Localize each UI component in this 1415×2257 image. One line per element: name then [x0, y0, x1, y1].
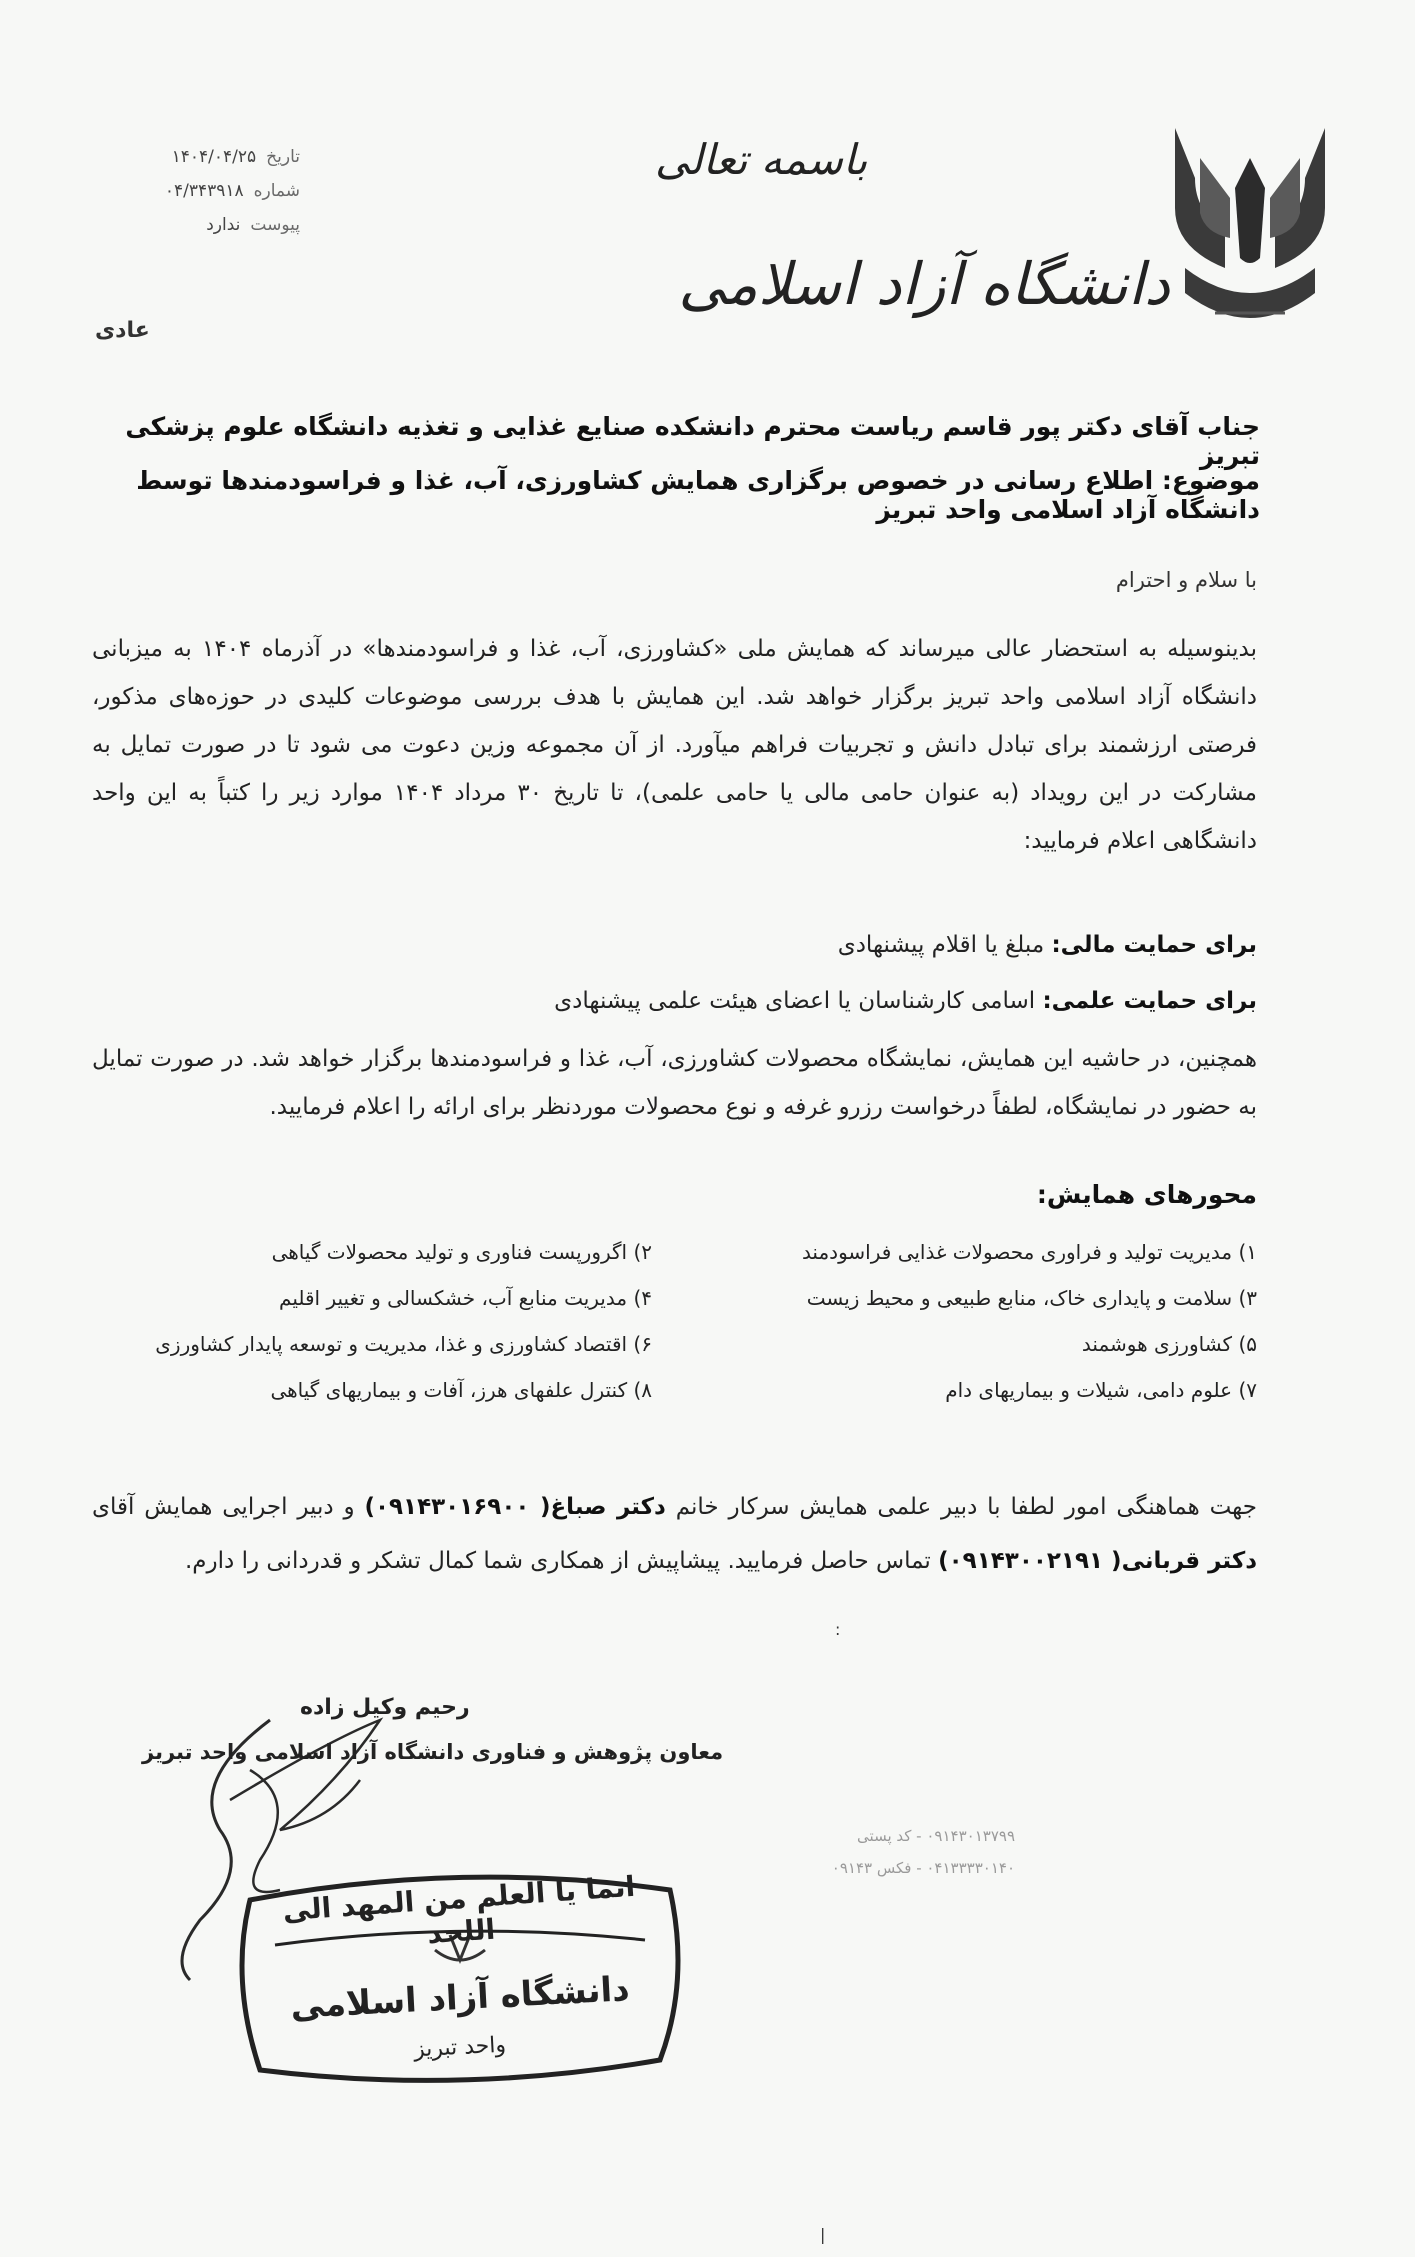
list-item: ۵) کشاورزی هوشمند — [1081, 1332, 1257, 1356]
list-item: ۴) مدیریت منابع آب، خشکسالی و تغییر اقلیم — [279, 1286, 652, 1310]
priority-label: عادی — [95, 318, 150, 343]
list-item: ۲) اگرورپست فناوری و تولید محصولات گیاهی — [271, 1240, 652, 1264]
date-label: تاریخ — [266, 147, 300, 167]
addressee-line: جناب آقای دکتر پور قاسم ریاست محترم دانشکده صنایع غذایی و تغذیه دانشگاه علوم پزشکی تبریز — [125, 412, 1260, 470]
university-name: دانشگاه آزاد اسلامی — [678, 250, 1170, 318]
greeting: با سلام و احترام — [1115, 568, 1257, 592]
closing-part3: تماس حاصل فرمایید. پیشاپیش از همکاری شما کمال تشکر و قدردانی را دارم. — [184, 1548, 931, 1574]
list-item: ۳) سلامت و پایداری خاک، منابع طبیعی و محیط زیست — [806, 1286, 1257, 1310]
body-paragraph: بدینوسیله به استحضار عالی میرساند که همایش ملی «کشاورزی، آب، غذا و فراسودمندها» در آذرماه ۱۴۰۴ به میزبانی دانشگاه آزاد اسلامی واحد تبریز برگزار خواهد شد. این همایش با هدف بررسی موضوعات کلیدی در حوزه‌های مذکور، فرصتی ارزشمند برای تبادل دانش و تجربیات فراهم میآورد. از آن مجموعه وزین دعوت می شود تا در صورت تمایل به مشارکت در این رویداد (به عنوان حامی مالی یا حامی علمی)، تا تاریخ ۳۰ مرداد ۱۴۰۴ موارد زیر را کتباً به این واحد دانشگاهی اعلام فرمایید: — [92, 636, 1257, 854]
attachment-label: پیوست — [250, 215, 300, 235]
faded-line-1: ۰۹۱۴۳۰۱۳۷۹۹ - کد پستی — [857, 1827, 1015, 1845]
letter-meta — [90, 140, 300, 242]
date-value: ۱۴۰۴/۰۴/۲۵ — [171, 147, 257, 167]
signatory-title: معاون پژوهش و فناوری دانشگاه آزاد اسلامی واحد تبریز — [142, 1740, 724, 1764]
subject-line: موضوع: اطلاع رسانی در خصوص برگزاری همایش کشاورزی، آب، غذا و فراسودمندها توسط دانشگاه آزاد اسلامی واحد تبریز — [136, 466, 1260, 524]
signatory-name: رحیم وکیل زاده — [300, 1695, 470, 1720]
faded-line-2: ۰۴۱۳۳۳۳۰۱۴۰ - فکس ۰۹۱۴۳ — [831, 1859, 1015, 1877]
attachment-row — [90, 208, 300, 242]
closing-paragraph — [92, 1480, 1257, 1588]
list-item: ۱) مدیریت تولید و فراوری محصولات غذایی فراسودمند — [801, 1240, 1257, 1264]
exhibition-paragraph: همچنین، در حاشیه این همایش، نمایشگاه محصولات کشاورزی، آب، غذا و فراسودمندها برگزار خواهد شد. در صورت تمایل به حضور در نمایشگاه، لطفاً درخواست رزرو غرفه و نوع محصولات موردنظر برای ارائه را اعلام فرمایید. — [92, 1046, 1257, 1120]
financial-support-line — [838, 932, 1257, 958]
number-row — [90, 174, 300, 208]
bottom-mark: | — [820, 2225, 826, 2244]
attachment-value: ندارد — [206, 215, 241, 235]
executive-secretary-contact: دکتر قربانی( ۰۹۱۴۳۰۰۲۱۹۱) — [938, 1548, 1257, 1574]
university-emblem-icon — [1155, 118, 1345, 348]
date-row — [90, 140, 300, 174]
university-logo — [1155, 118, 1345, 348]
scientific-support-line — [554, 988, 1257, 1014]
scientific-support-label: برای حمایت علمی: — [1042, 988, 1257, 1014]
official-stamp — [220, 1860, 700, 2090]
stamp-branch: واحد تبریز — [413, 2032, 507, 2063]
bismillah: باسمه تعالی — [655, 135, 868, 184]
axes-list — [107, 1240, 1257, 1402]
financial-support-label: برای حمایت مالی: — [1051, 932, 1257, 958]
list-item: ۸) کنترل علفهای هرز، آفات و بیماریهای گیاهی — [270, 1378, 652, 1402]
stamp-motto: انما یا العلم من المهد الی اللحد — [281, 1869, 637, 1951]
scientific-secretary-contact: دکتر صباغ( ۰۹۱۴۳۰۱۶۹۰۰) — [364, 1494, 666, 1520]
closing-part1: جهت هماهنگی امور لطفا با دبیر علمی همایش سرکار خانم — [675, 1494, 1257, 1520]
axes-title: محورهای همایش: — [1036, 1180, 1257, 1209]
financial-support-text: مبلغ یا اقلام پیشنهادی — [837, 932, 1045, 958]
number-label: شماره — [253, 181, 300, 201]
closing-part2: و دبیر اجرایی همایش آقای — [92, 1494, 355, 1520]
scientific-support-text: اسامی کارشناسان یا اعضای هیئت علمی پیشنهادی — [554, 988, 1036, 1014]
stamp-university: دانشگاه آزاد اسلامی — [289, 1969, 631, 2027]
list-item: ۷) علوم دامی، شیلات و بیماریهای دام — [945, 1378, 1257, 1402]
margin-mark: : — [835, 1620, 841, 1639]
number-value: ۰۴/۳۴۳۹۱۸ — [164, 181, 244, 201]
list-item: ۶) اقتصاد کشاورزی و غذا، مدیریت و توسعه پایدار کشاورزی — [155, 1332, 652, 1356]
